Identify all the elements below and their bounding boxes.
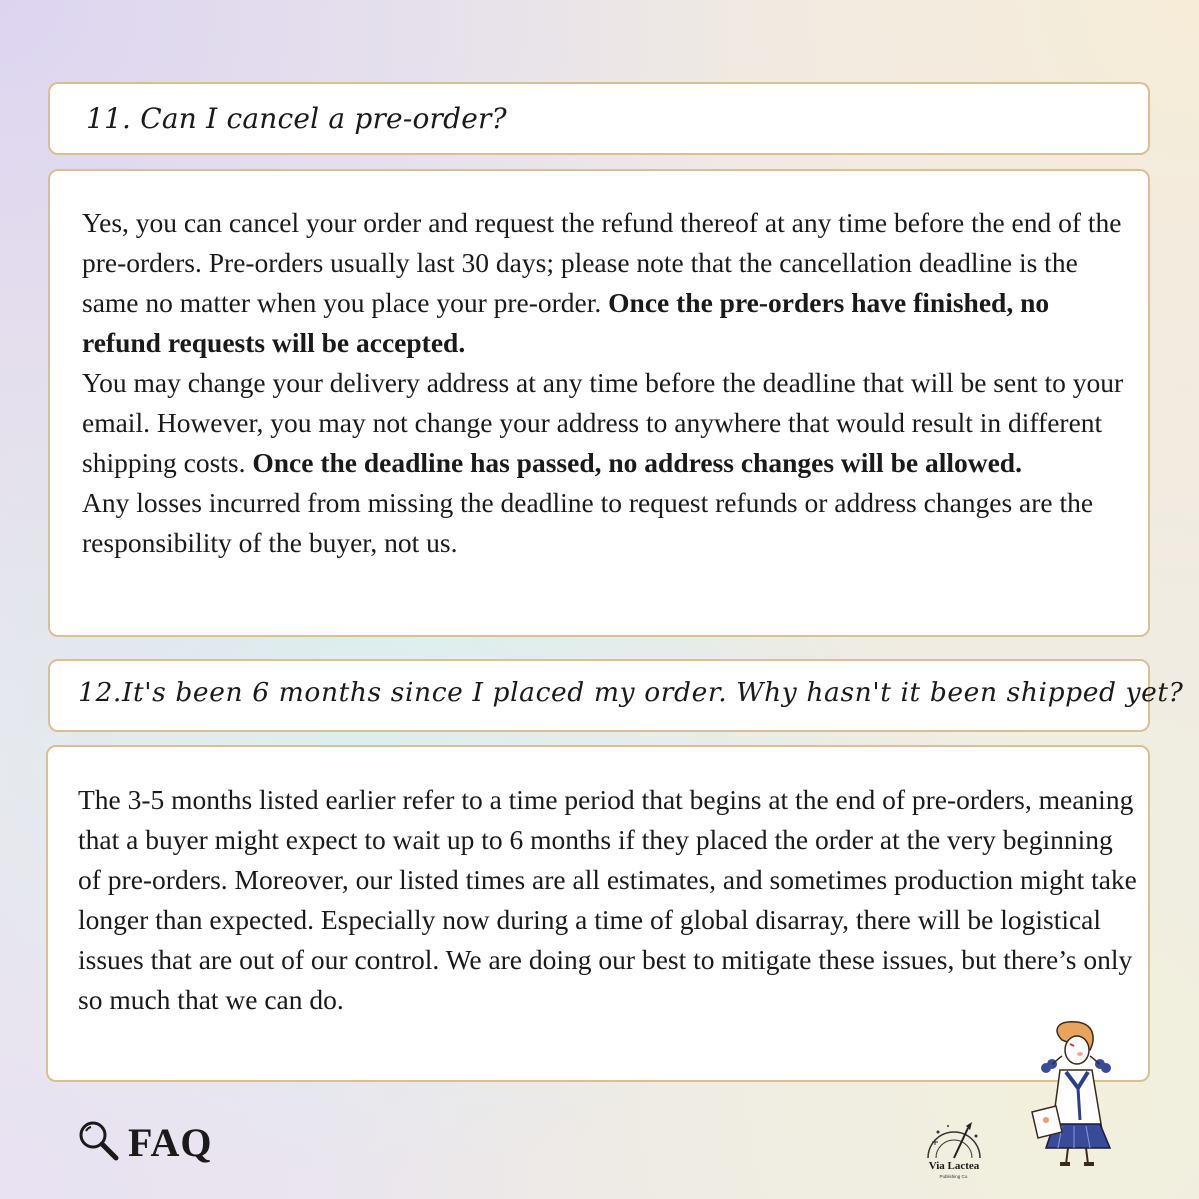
logo-name: Via Lactea xyxy=(928,1160,980,1172)
answer-paragraph: The 3-5 months listed earlier refer to a time period that begins at the end of pre-orders, meaning that a buyer might expect to wait up to 6 months if they placed the order at the very beginning of pre-orders. Moreover, our listed times are all estimates, and sometimes production might take longer than expected. Especially now during a time of global disarray, there will be logistical issues that are out of our control. We are doing our best to mitigate these issues, but there’s only so much that we can do. xyxy=(78,784,1137,1015)
logo-subtitle: Publishing Co. xyxy=(939,1174,969,1179)
answer-paragraph: You may change your delivery address at any time before the deadline that will be sent to your email. However, you may not change your address to anywhere that would result in different shipping costs. Once the deadline has passed, no address changes will be allowed. xyxy=(82,367,1124,478)
faq-answer-11 xyxy=(82,203,1132,563)
logo-emblem-icon xyxy=(918,1118,990,1162)
faq-title: FAQ xyxy=(128,1119,213,1165)
faq-question-card-11 xyxy=(48,82,1150,155)
faq-footer-label xyxy=(76,1118,212,1166)
faq-answer-card-12 xyxy=(46,745,1150,1082)
publisher-logo xyxy=(918,1118,990,1186)
answer-paragraph: Any losses incurred from missing the deadline to request refunds or address changes are the responsibility of the buyer, not us. xyxy=(82,487,1094,558)
search-icon xyxy=(76,1118,120,1166)
mascot-illustration xyxy=(1022,1020,1132,1170)
faq-question-card-12 xyxy=(48,659,1184,732)
faq-answer-card-11 xyxy=(48,169,1150,637)
faq-answer-12 xyxy=(78,780,1138,1020)
faq-question-12: 12.It's been 6 months since I placed my order. Why hasn't it been shipped yet? xyxy=(78,677,1184,708)
answer-paragraph: Yes, you can cancel your order and request the refund thereof at any time before the end of the pre-orders. Pre-orders usually last 30 days; please note that the cancellation deadline is the same no matter when you place your pre-order. Once the pre-orders have finished, no refund requests will be accepted. xyxy=(82,207,1122,358)
faq-question-11: 11. Can I cancel a pre-order? xyxy=(86,102,507,135)
